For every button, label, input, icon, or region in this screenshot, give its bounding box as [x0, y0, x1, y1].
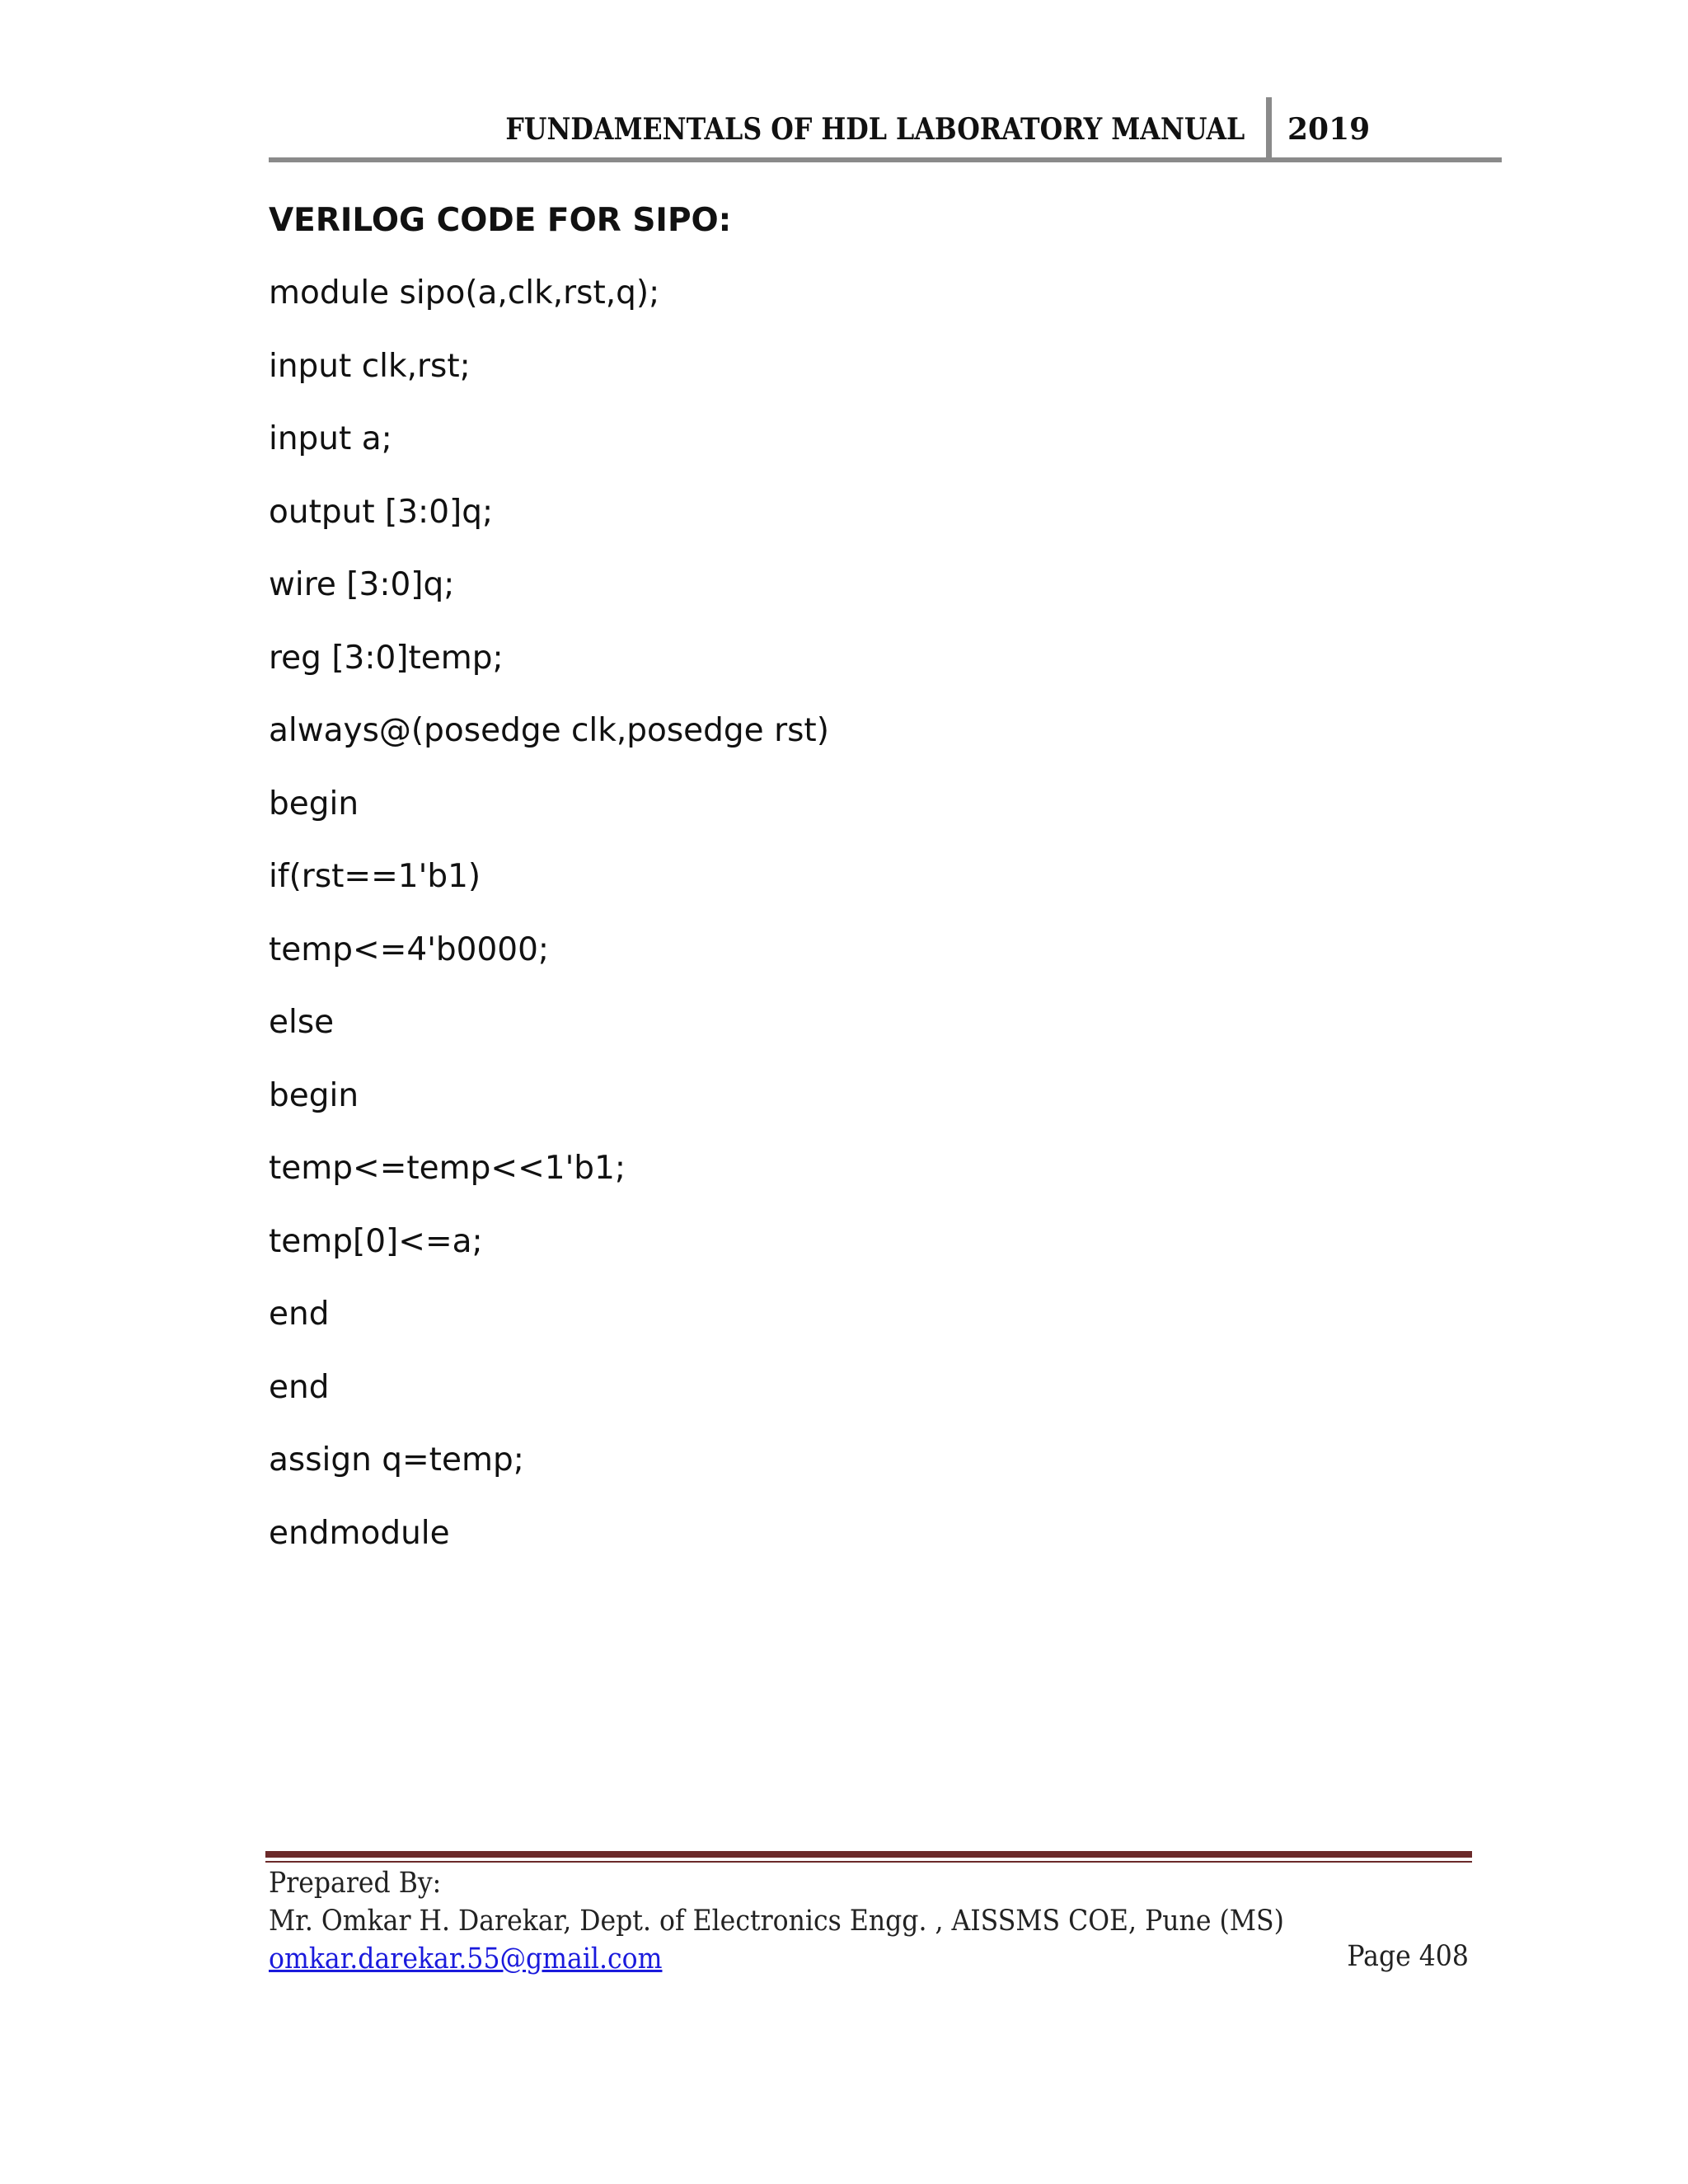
code-line: endmodule: [269, 1514, 450, 1552]
header-title: FUNDAMENTALS OF HDL LABORATORY MANUAL: [504, 112, 1245, 147]
code-line: begin: [269, 1076, 359, 1114]
code-line: end: [269, 1296, 330, 1333]
code-line: output [3:0]q;: [269, 493, 494, 531]
author-line: Mr. Omkar H. Darekar, Dept. of Electronics Engg. , AISSMS COE, Pune (MS): [269, 1905, 1284, 1938]
code-line: input clk,rst;: [269, 347, 471, 385]
header-rule: [269, 157, 1502, 162]
code-listing: [269, 270, 1505, 1583]
author-email-link[interactable]: omkar.darekar.55@gmail.com: [269, 1943, 663, 1975]
code-line: module sipo(a,clk,rst,q);: [269, 274, 660, 312]
code-line: else: [269, 1004, 335, 1041]
code-line: input a;: [269, 420, 392, 457]
code-line: assign q=temp;: [269, 1441, 524, 1479]
code-line: temp<=4'b0000;: [269, 930, 550, 968]
page-footer: [269, 1864, 1472, 1978]
code-line: if(rst==1'b1): [269, 858, 481, 895]
page-header: [269, 97, 1502, 163]
header-separator: [1266, 97, 1272, 160]
footer-rule-thin: [265, 1861, 1472, 1863]
code-line: temp[0]<=a;: [269, 1222, 483, 1260]
prepared-by-label: Prepared By:: [269, 1867, 442, 1900]
code-line: end: [269, 1368, 330, 1406]
code-line: reg [3:0]temp;: [269, 639, 504, 677]
code-line: wire [3:0]q;: [269, 566, 455, 603]
header-year: 2019: [1287, 112, 1371, 147]
page-content: [269, 198, 1505, 1583]
code-line: begin: [269, 785, 359, 823]
section-heading: VERILOG CODE FOR SIPO:: [269, 202, 732, 239]
page-number: Page 408: [1347, 1940, 1469, 1973]
footer-rule: [265, 1851, 1472, 1858]
code-line: always@(posedge clk,posedge rst): [269, 712, 829, 749]
code-line: temp<=temp<<1'b1;: [269, 1150, 626, 1187]
